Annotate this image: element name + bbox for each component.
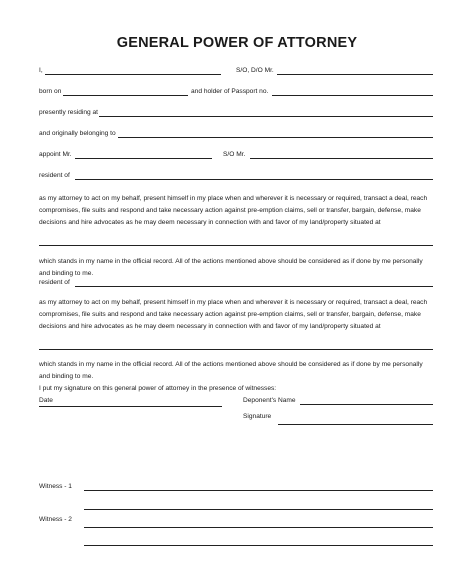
record-paragraph-2: [39, 359, 423, 395]
attorney-father-field-line[interactable]: [250, 158, 433, 159]
paragraph-line: which stands in my name in the official record. All of the actions mentioned above should be considered as if done by me personally: [39, 258, 423, 265]
paragraph-line: I put my signature on this general power of attorney in the presence of witnesses:: [39, 385, 277, 392]
name-field-line[interactable]: [45, 74, 221, 75]
signature-label: Signature: [243, 413, 272, 420]
residence-field-line-2[interactable]: [75, 286, 433, 287]
paragraph-line: decisions and hire advocates as he may deem necessary in connection with and favor of my land/property situated at: [39, 219, 381, 226]
born-on-label: born on: [39, 88, 62, 95]
paragraph-line: compromises, file suits and respond and take necessary action against pre-emption claims, sell or transfer, bargain, defense, make: [39, 311, 421, 318]
attorney-name-field-line[interactable]: [75, 158, 212, 159]
paragraph-line: and binding to me.: [39, 270, 94, 277]
appoint-label: appoint Mr.: [39, 151, 72, 158]
paragraph-line: as my attorney to act on my behalf, present himself in my place when and wherever it is necessary or required, transact a deal, reach: [39, 299, 428, 306]
passport-label: and holder of Passport no.: [191, 88, 269, 95]
paragraph-line: compromises, file suits and respond and take necessary action against pre-emption claims, sell or transfer, bargain, defense, make: [39, 207, 421, 214]
attorney-residence-field-line[interactable]: [75, 179, 433, 180]
signature-field-line[interactable]: [278, 424, 433, 425]
attorney-paragraph-2: [39, 297, 427, 333]
resident-label-2: resident of: [39, 279, 70, 286]
origin-field-line[interactable]: [118, 137, 433, 138]
dob-field-line[interactable]: [63, 95, 188, 96]
witness-2-lower-line[interactable]: [84, 545, 433, 546]
record-paragraph-1: [39, 256, 423, 280]
deponent-field-line[interactable]: [300, 404, 433, 405]
paragraph-line: and binding to me.: [39, 373, 94, 380]
attorney-paragraph-1: [39, 193, 427, 229]
i-label: I,: [39, 67, 43, 74]
paragraph-line: decisions and hire advocates as he may deem necessary in connection with and favor of my land/property situated at: [39, 323, 381, 330]
passport-field-line[interactable]: [272, 95, 433, 96]
page-title: GENERAL POWER OF ATTORNEY: [116, 35, 358, 51]
paragraph-line: as my attorney to act on my behalf, present himself in my place when and wherever it is necessary or required, transact a deal, reach: [39, 195, 428, 202]
witness-1-field-line[interactable]: [84, 490, 433, 491]
date-label: Date: [39, 397, 53, 404]
father-name-field-line[interactable]: [277, 74, 433, 75]
residence-field-line[interactable]: [99, 116, 433, 117]
so-do-label: S/O, D/O Mr.: [236, 67, 274, 74]
residing-label: presently residing at: [39, 109, 99, 116]
deponent-label: Deponent's Name: [243, 397, 296, 404]
so-label: S/O Mr.: [223, 151, 246, 158]
resident-label: resident of: [39, 172, 70, 179]
paragraph-line: which stands in my name in the official record. All of the actions mentioned above should be considered as if done by me personally: [39, 361, 423, 368]
property-field-line-2[interactable]: [39, 349, 433, 350]
witness-2-field-line[interactable]: [84, 527, 433, 528]
witness-2-upper-line[interactable]: [84, 509, 433, 510]
belonging-label: and originally belonging to: [39, 130, 116, 137]
date-field-line[interactable]: [39, 406, 222, 407]
witness-2-label: Witness - 2: [39, 516, 72, 523]
witness-1-label: Witness - 1: [39, 483, 72, 490]
property-field-line[interactable]: [39, 245, 433, 246]
